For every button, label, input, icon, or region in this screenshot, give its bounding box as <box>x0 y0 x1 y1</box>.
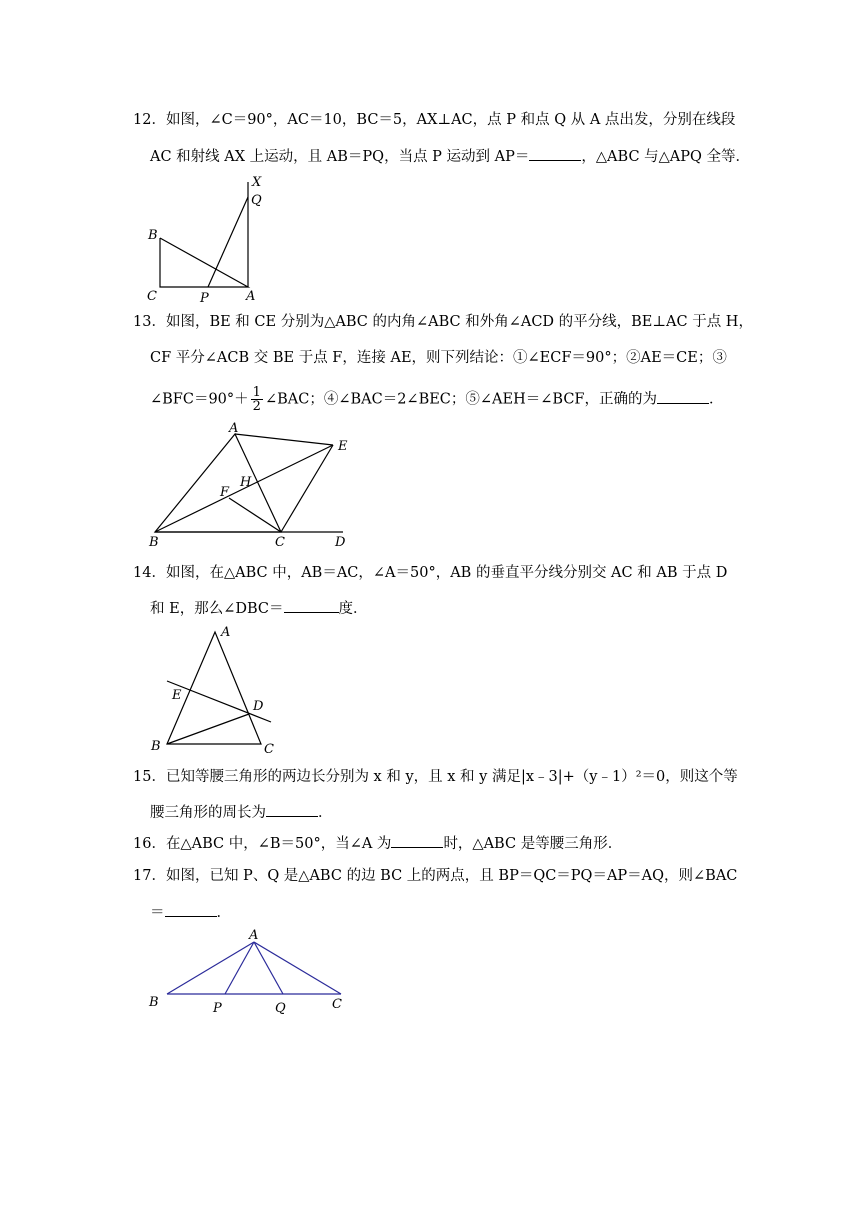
q14-line-1: 14．如图，在△ABC 中，AB＝AC，∠A＝50°，AB 的垂直平分线分别交 AC 和 AB 于点 D <box>133 565 728 581</box>
answer-blank[interactable] <box>529 146 581 161</box>
label-d: D <box>335 535 346 550</box>
label-a: A <box>246 289 256 304</box>
label-e: E <box>338 439 348 454</box>
label-c: C <box>147 289 157 304</box>
label-e: E <box>172 688 182 703</box>
label-b: B <box>149 535 159 550</box>
label-c: C <box>264 742 274 757</box>
q12-line-1: 12．如图，∠C＝90°，AC＝10，BC＝5，AX⊥AC，点 P 和点 Q 从 A 点出发，分别在线段 <box>133 112 736 128</box>
label-b: B <box>148 228 158 243</box>
q17-figure <box>145 924 355 1019</box>
q14-figure <box>145 622 285 757</box>
label-d: D <box>253 699 264 714</box>
label-q: Q <box>251 193 262 208</box>
q12-figure <box>140 170 280 305</box>
q13-line-1: 13．如图，BE 和 CE 分别为△ABC 的内角∠ABC 和外角∠ACD 的平分线，BE⊥AC 于点 H， <box>133 314 753 330</box>
q13-line-2: CF 平分∠ACB 交 BE 于点 F，连接 AE，则下列结论：①∠ECF＝90°；②AE＝CE；③ <box>150 350 727 366</box>
label-a: A <box>221 625 231 640</box>
answer-blank[interactable] <box>657 389 709 404</box>
answer-blank[interactable] <box>165 902 217 917</box>
q16-line-1: 16．在△ABC 中，∠B＝50°，当∠A 为 时，△ABC 是等腰三角形． <box>133 833 622 854</box>
label-c: C <box>275 535 285 550</box>
q15-line-2: 腰三角形的周长为 ． <box>150 802 333 823</box>
label-b: B <box>151 739 161 754</box>
q14-line-2: 和 E，那么∠DBC＝ 度． <box>150 598 368 619</box>
fraction-one-half: $\frac{1}{2}$ <box>252 385 261 414</box>
label-p: P <box>200 291 209 306</box>
label-q: Q <box>275 1001 286 1016</box>
q17-line-1: 17．如图，已知 P、Q 是△ABC 的边 BC 上的两点，且 BP＝QC＝PQ＝AP＝AQ，则∠BAC <box>133 868 738 884</box>
label-x: X <box>252 175 262 190</box>
q12-line-2: AC 和射线 AX 上运动，且 AB＝PQ，当点 P 运动到 AP＝ ，△ABC 与△APQ 全等． <box>150 146 750 167</box>
label-f: F <box>220 485 230 500</box>
answer-blank[interactable] <box>266 802 318 817</box>
q15-line-1: 15．已知等腰三角形的两边长分别为 x 和 y，且 x 和 y 满足|x﹣3|+（y﹣1）²＝0，则这个等 <box>133 769 738 785</box>
label-h: H <box>240 475 252 490</box>
q17-line-2: ＝ ． <box>150 902 231 923</box>
label-a: A <box>249 928 259 943</box>
answer-blank[interactable] <box>284 598 339 613</box>
answer-blank[interactable] <box>391 833 443 848</box>
label-b: B <box>149 995 159 1010</box>
q13-line-3: ∠BFC＝90°＋ $\frac{1}{2}$ ∠BAC；④∠BAC＝2∠BEC；⑤∠AEH＝∠BCF，正确的为 ． <box>150 385 724 414</box>
label-p: P <box>213 1001 222 1016</box>
label-c: C <box>332 997 342 1012</box>
q13-figure <box>140 420 360 555</box>
label-a: A <box>229 421 239 436</box>
